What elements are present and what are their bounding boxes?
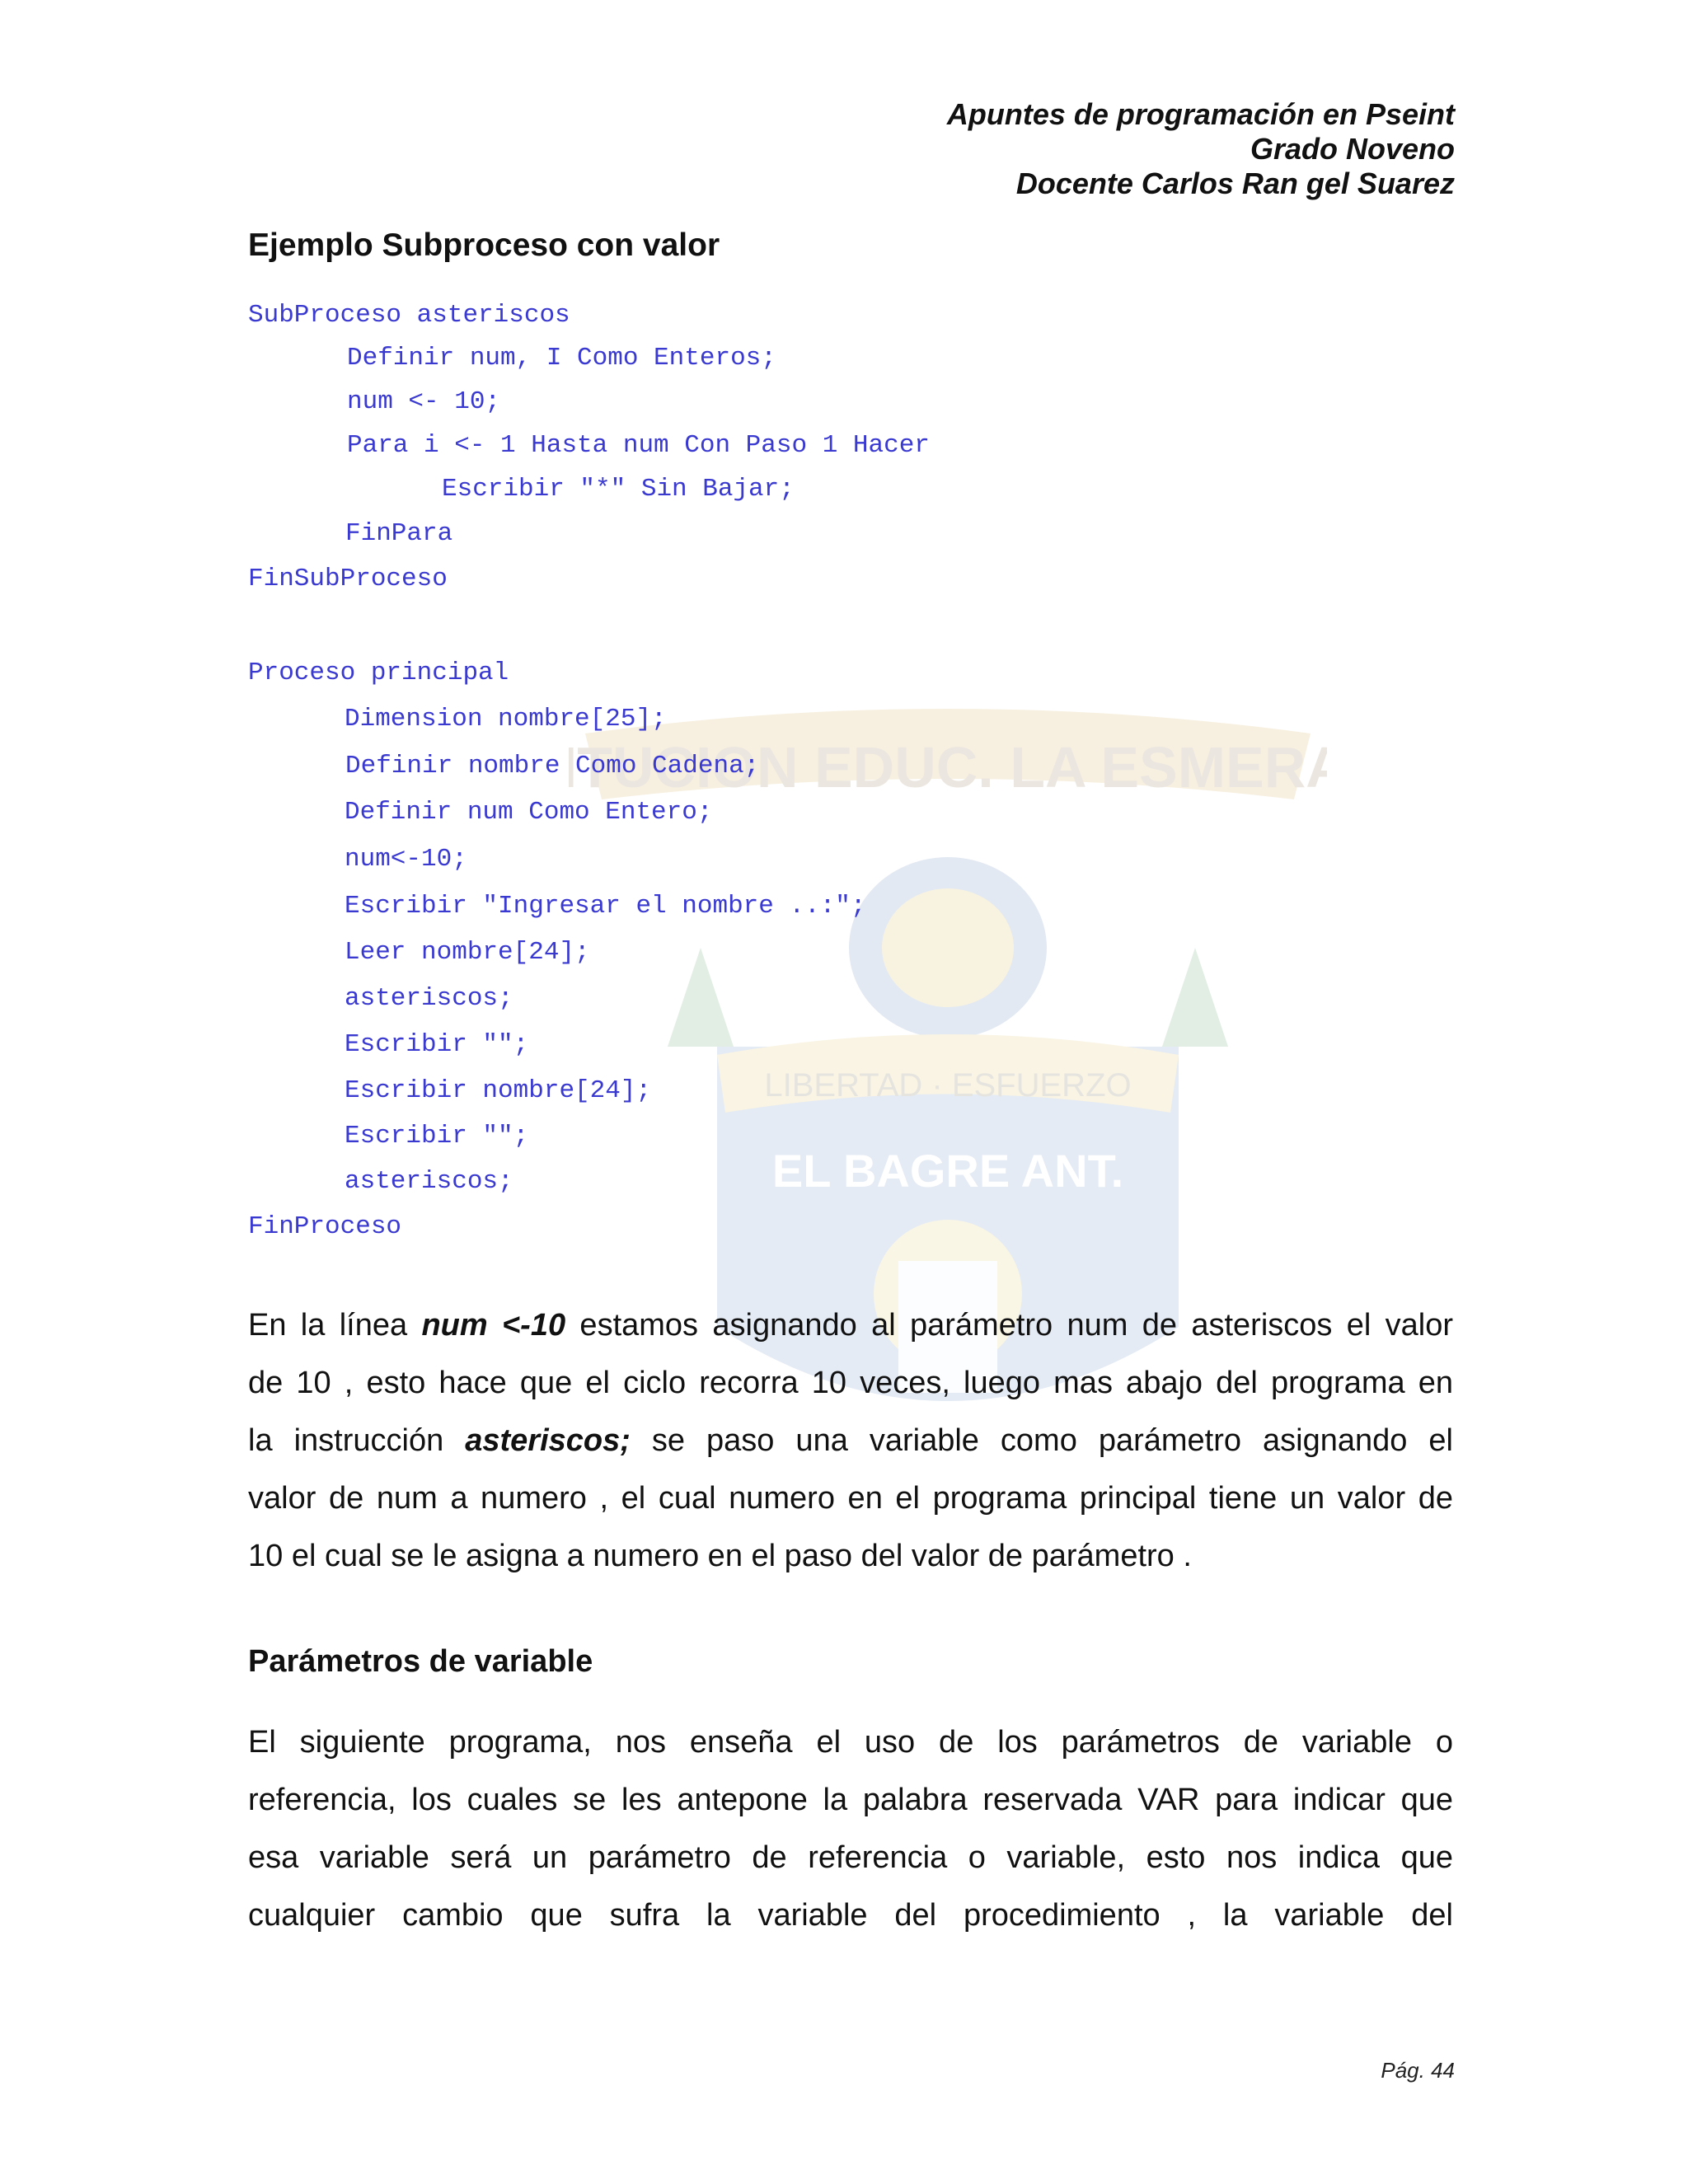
text-run: estamos asignando al parámetro num de asteriscos el valor: [565, 1308, 1453, 1343]
paragraph-line: [248, 1296, 1453, 1354]
inline-code-emphasis: asteriscos;: [465, 1423, 631, 1458]
paragraph-line: cualquier cambio que sufra la variable del procedimiento , la variable del: [248, 1898, 1453, 1933]
paragraph-line: referencia, los cuales se les antepone la palabra reservada VAR para indicar que: [248, 1783, 1453, 1817]
code-line: Escribir "";: [345, 1122, 529, 1151]
code-line: Definir nombre Como Cadena;: [345, 752, 760, 780]
crest-ribbon-text: LIBERTAD · ESFUERZO: [764, 1067, 1132, 1104]
paragraph-line: esa variable será un parámetro de referencia o variable, esto nos indica que: [248, 1840, 1453, 1875]
text-run: En la línea: [248, 1308, 422, 1343]
code-line: Para i <- 1 Hasta num Con Paso 1 Hacer: [347, 431, 930, 460]
code-line: SubProceso asteriscos: [248, 301, 570, 330]
paragraph-line: de 10 , esto hace que el ciclo recorra 10 veces, luego mas abajo del programa en: [248, 1366, 1453, 1400]
crest-place-text: EL BAGRE ANT.: [771, 1145, 1124, 1197]
code-line: FinSubProceso: [248, 565, 448, 593]
code-line: asteriscos;: [345, 1167, 513, 1196]
code-line: Dimension nombre[25];: [345, 705, 667, 733]
document-header: [947, 97, 1455, 201]
explanation-paragraph: [248, 1296, 1453, 1585]
code-line: asteriscos;: [345, 984, 513, 1013]
inline-code-emphasis: num <-10: [421, 1308, 566, 1343]
paragraph-line: El siguiente programa, nos enseña el uso de los parámetros de variable o: [248, 1725, 1453, 1760]
header-grade: Grado Noveno: [1250, 132, 1455, 166]
code-line: Escribir "*" Sin Bajar;: [442, 475, 795, 504]
code-line: Escribir nombre[24];: [345, 1076, 652, 1105]
section-title-parametros: Parámetros de variable: [248, 1644, 593, 1679]
code-line: FinPara: [345, 519, 453, 548]
code-line: Definir num Como Entero;: [345, 798, 713, 827]
code-line: Leer nombre[24];: [345, 938, 590, 967]
paragraph-line: 10 el cual se le asigna a numero en el paso del valor de parámetro .: [248, 1539, 1192, 1573]
code-line: Proceso principal: [248, 658, 509, 687]
header-course-title: Apuntes de programación en Pseint: [946, 97, 1455, 131]
text-run: la instrucción: [248, 1423, 466, 1458]
page-number: Pág. 44: [1381, 2058, 1455, 2083]
section-title-subproceso: Ejemplo Subproceso con valor: [248, 227, 720, 263]
code-line: Escribir "Ingresar el nombre ..:";: [345, 892, 866, 921]
code-line: FinProceso: [248, 1212, 402, 1241]
code-line: Escribir "";: [345, 1030, 529, 1059]
code-line: num<-10;: [345, 845, 467, 874]
header-teacher: Docente Carlos Ran gel Suarez: [1015, 166, 1455, 200]
paragraph-line: valor de num a numero , el cual numero en el programa principal tiene un valor de: [248, 1481, 1453, 1516]
code-line: Definir num, I Como Enteros;: [347, 344, 776, 373]
crest-banner-text: ITUCION EDUC. LA ESMERA: [569, 735, 1327, 799]
paragraph-line: [248, 1412, 1453, 1469]
intro-paragraph: [248, 1713, 1453, 1944]
text-run: se paso una variable como parámetro asignando el: [630, 1423, 1453, 1458]
code-line: num <- 10;: [347, 387, 501, 416]
